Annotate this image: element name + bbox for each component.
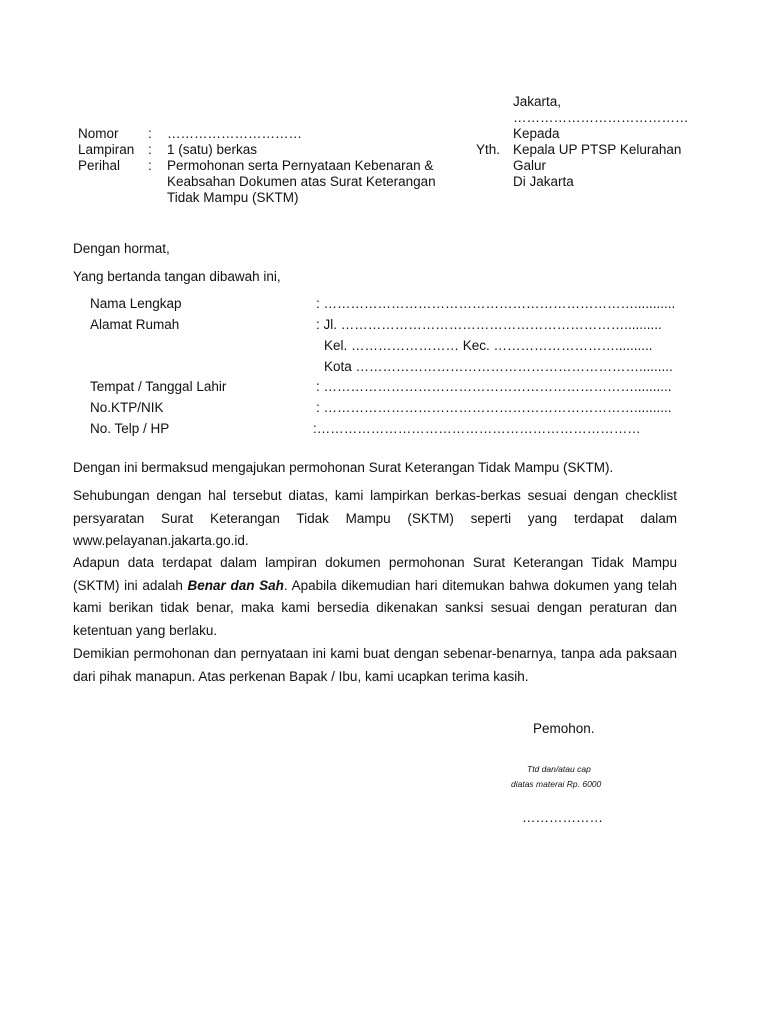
signature-dots: ……………… xyxy=(522,810,603,825)
paragraph-3-emphasis: Benar dan Sah xyxy=(187,577,284,593)
to-line-2: Galur xyxy=(513,158,547,173)
date-dots: ………………………………… xyxy=(513,110,689,125)
to-label: Kepada xyxy=(513,126,560,141)
field-value-alamat: : Jl. ……………………………………………………….......... xyxy=(316,317,662,332)
signature-note-2: diatas materai Rp. 6000 xyxy=(511,779,602,789)
paragraph-2: Sehubungan dengan hal tersebut diatas, kami lampirkan berkas-berkas sesuai dengan checklist persyaratan Surat Keterangan Tidak Mampu (SKTM) seperti yang terdapat dalam www.pelayanan.jakarta.go.id. xyxy=(73,488,677,548)
field-value-telp: :……………………………………………………………… xyxy=(313,421,641,436)
place-text: Jakarta, xyxy=(513,94,562,109)
to-line-1: Kepala UP PTSP Kelurahan xyxy=(513,142,682,157)
meta-sep-lampiran: : xyxy=(148,142,152,157)
greeting: Dengan hormat, xyxy=(73,241,170,256)
perihal-cont-1: Keabsahan Dokumen atas Surat Keterangan xyxy=(167,174,436,189)
meta-value-perihal: Permohonan serta Pernyataan Kebenaran & xyxy=(167,158,434,173)
meta-label-perihal: Perihal xyxy=(78,158,121,173)
meta-sep-nomor: : xyxy=(148,126,152,141)
intro-text: Yang bertanda tangan dibawah ini, xyxy=(73,269,281,284)
meta-value-nomor: ………………………… xyxy=(167,126,302,141)
field-value-nik: : …………………………………………………………….......... xyxy=(316,400,672,415)
meta-sep-perihal: : xyxy=(148,158,152,173)
signature-title: Pemohon. xyxy=(533,721,595,736)
paragraph-1: Dengan ini bermaksud mengajukan permohonan Surat Keterangan Tidak Mampu (SKTM). xyxy=(73,460,614,475)
field-value-kel-kec: Kel. …………………… Kec. ……………………….......... xyxy=(324,338,653,353)
meta-label-lampiran: Lampiran xyxy=(78,142,135,157)
field-label-nama: Nama Lengkap xyxy=(90,296,182,311)
field-label-telp: No. Telp / HP xyxy=(90,421,170,436)
field-label-nik: No.KTP/NIK xyxy=(90,400,164,415)
field-label-ttl: Tempat / Tanggal Lahir xyxy=(90,379,227,394)
paragraph-4: Demikian permohonan dan pernyataan ini kami buat dengan sebenar-benarnya, tanpa ada paksaan dari pihak manapun. Atas perkenan Bapak / Ibu, kami ucapkan terima kasih. xyxy=(73,646,677,684)
meta-value-lampiran: 1 (satu) berkas xyxy=(167,142,258,157)
paragraph-3-after: . Apabila dikemudian hari ditemukan bahwa dokumen yang telah kami berikan tidak benar, maka kami bersedia dikenakan sanksi sesuai dengan peraturan dan ketentuan yang berlaku. xyxy=(73,577,677,638)
yth-text: Yth. xyxy=(476,142,501,157)
field-label-alamat: Alamat Rumah xyxy=(90,317,180,332)
paragraph-3-before: Adapun data terdapat dalam lampiran dokumen permohonan Surat Keterangan Tidak Mampu (SKTM) ini adalah xyxy=(73,555,677,593)
field-value-nama: : ……………………………………………………………........... xyxy=(316,296,676,311)
perihal-cont-2: Tidak Mampu (SKTM) xyxy=(167,190,299,205)
to-line-3: Di Jakarta xyxy=(513,174,574,189)
field-value-kota: Kota ………………………………………………………......... xyxy=(324,359,673,374)
signature-note-1: Ttd dan/atau cap xyxy=(527,764,591,774)
paragraph-3 xyxy=(73,552,677,642)
meta-label-nomor: Nomor xyxy=(78,126,119,141)
field-value-ttl: : …………………………………………………………….......... xyxy=(316,379,672,394)
